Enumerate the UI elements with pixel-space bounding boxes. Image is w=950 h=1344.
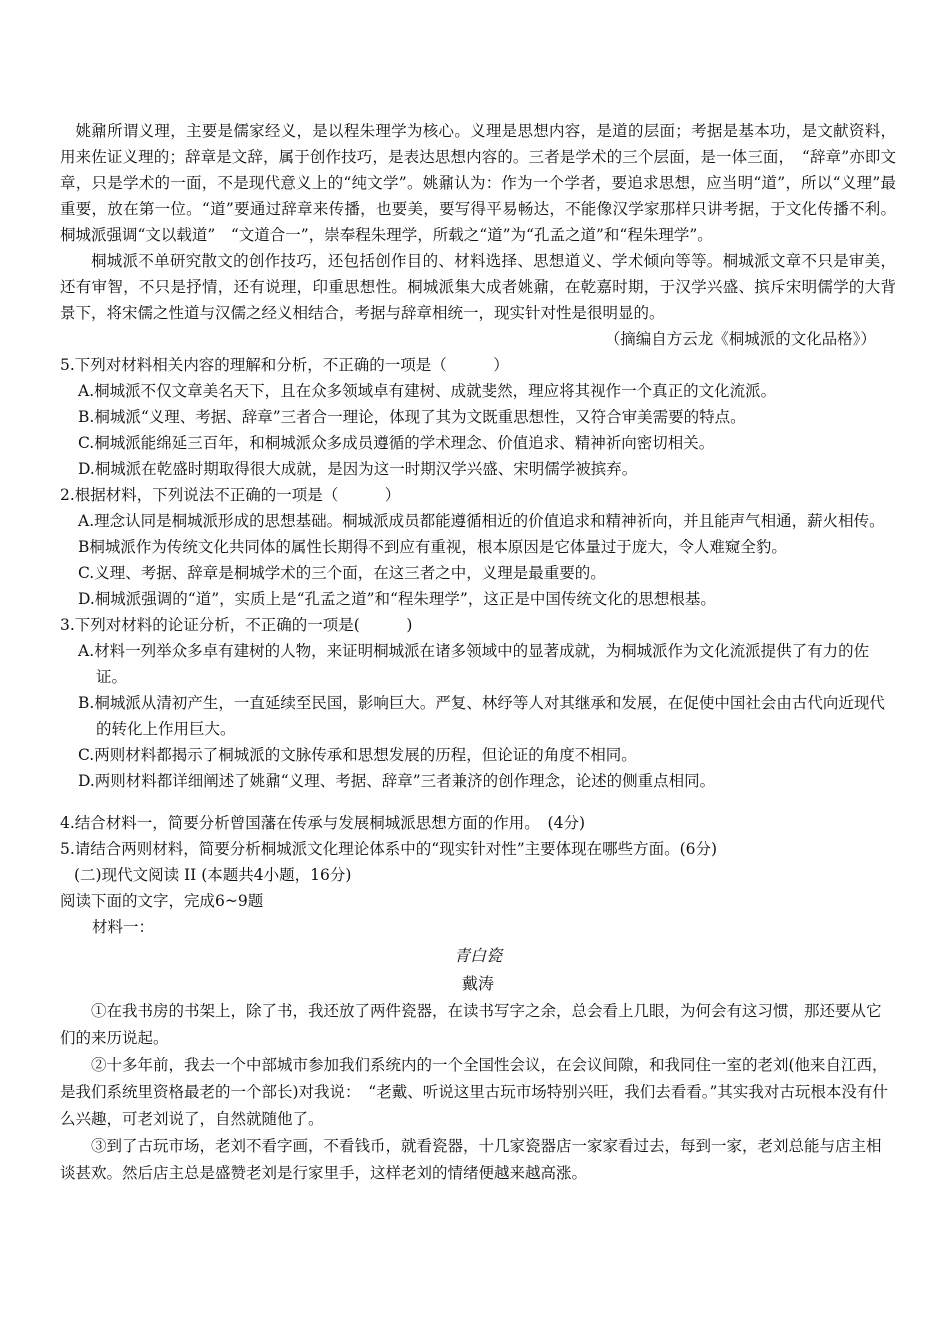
- question-block: [60, 482, 896, 612]
- article-paragraph: ②十多年前，我去一个中部城市参加我们系统内的一个全国性会议，在会议间隙，和我同住一室的老刘(他来自江西，是我们系统里资格最老的一个部长)对我说： “老戴、听说这里古玩市场特别兴旺，我们去看看。”其实我对古玩根本没有什么兴趣，可老刘说了，自然就随他了。: [60, 1056, 888, 1128]
- question-option: D.桐城派强调的“道”，实质上是“孔孟之道”和“程朱理学”，这正是中国传统文化的思想根基。: [78, 590, 716, 608]
- question-block: [60, 352, 896, 482]
- question-stem: 2.根据材料，下列说法不正确的一项是（ ）: [60, 486, 401, 504]
- article-paragraph: ①在我书房的书架上，除了书，我还放了两件瓷器，在读书写字之余，总会看上几眼，为何会有这习惯，那还要从它们的来历说起。: [60, 1002, 882, 1047]
- question-option: A.桐城派不仅文章美名天下，且在众多领域卓有建树、成就斐然，理应将其视作一个真正的文化流派。: [78, 382, 777, 400]
- question-option: C.桐城派能绵延三百年，和桐城派众多成员遵循的学术理念、价值追求、精神祈向密切相关。: [78, 434, 715, 452]
- article-author: 戴涛: [461, 974, 494, 993]
- passage-paragraph: 桐城派不单研究散文的创作技巧，还包括创作目的、材料选择、思想道义、学术倾向等等。桐城派文章不只是审美，还有审智，不只是抒情，还有说理，印重思想性。桐城派集大成者姚鼐，在乾嘉时期，于汉学兴盛、摈斥宋明儒学的大背景下，将宋儒之性道与汉儒之经义相结合，考据与辞章相统一，现实针对性是很明显的。: [60, 252, 896, 322]
- question-stem: 5.下列对材料相关内容的理解和分析，不正确的一项是（ ）: [60, 356, 509, 374]
- spacer: [60, 794, 896, 810]
- article-paragraph: ③到了古玩市场，老刘不看字画，不看钱币，就看瓷器，十几家瓷器店一家家看过去，每到一家，老刘总能与店主相谈甚欢。然后店主总是盛赞老刘是行家里手，这样老刘的情绪便越来越高涨。: [60, 1137, 882, 1182]
- question-option: C.义理、考据、辞章是桐城学术的三个面，在这三者之中，义理是最重要的。: [78, 564, 606, 582]
- question-option: A.材料一列举众多卓有建树的人物，来证明桐城派在诸多领域中的显著成就，为桐城派作为文化流派提供了有力的佐证。: [78, 642, 870, 686]
- material-label: 材料一：: [92, 918, 155, 936]
- short-question: 4.结合材料一，简要分析曾国藩在传承与发展桐城派思想方面的作用。 (4分): [60, 814, 585, 832]
- question-option: B.桐城派从清初产生，一直延续至民国，影响巨大。严复、林纾等人对其继承和发展，在促使中国社会由古代向近现代的转化上作用巨大。: [78, 694, 885, 738]
- question-option: A.理念认同是桐城派形成的思想基础。桐城派成员都能遵循相近的价值追求和精神祈向，并且能声气相通，薪火相传。: [78, 512, 885, 530]
- question-option: D.桐城派在乾盛时期取得很大成就，是因为这一时期汉学兴盛、宋明儒学被摈弃。: [78, 460, 638, 478]
- section-heading: (二)现代文阅读 II (本题共4小题，16分): [74, 866, 352, 884]
- article-title: 青白瓷: [453, 946, 502, 965]
- question-option: B.桐城派“义理、考据、辞章”三者合一理论，体现了其为文既重思想性，又符合审美需要的特点。: [78, 408, 746, 426]
- question-option: D.两则材料都详细阐述了姚鼐“义理、考据、辞章”三者兼济的创作理念，论述的侧重点相同。: [78, 772, 716, 790]
- short-question: 5.请结合两则材料，简要分析桐城派文化理论体系中的“现实针对性”主要体现在哪些方面。(6分): [60, 840, 718, 858]
- question-block: [60, 612, 896, 794]
- question-stem: 3.下列对材料的论证分析，不正确的一项是( ): [60, 616, 413, 634]
- passage-paragraph: 姚鼐所谓义理，主要是儒家经义，是以程朱理学为核心。义理是思想内容，是道的层面；考据是基本功，是文献资料，用来佐证义理的；辞章是文辞，属于创作技巧，是表达思想内容的。三者是学术的三个层面，是一体三面， “辞章”亦即文章，只是学术的一面，不是现代意义上的“纯文学”。姚鼐认为：作为一个学者，要追求思想，应当明“道”，所以“义理”最重要，放在第一位。“道”要通过辞章来传播，也要美，要写得平易畅达，不能像汉学家那样只讲考据，于文化传播不利。桐城派强调“文以载道” “文道合一”，崇奉程朱理学，所载之“道”为“孔孟之道”和“程朱理学”。: [60, 122, 896, 244]
- exam-page: [60, 118, 896, 1187]
- question-option: B桐城派作为传统文化共同体的属性长期得不到应有重视，根本原因是它体量过于庞大，令人难窥全豹。: [78, 538, 787, 556]
- section-instruction: 阅读下面的文字，完成6~9题: [60, 892, 264, 910]
- passage-source: （摘编自方云龙《桐城派的文化品格》）: [604, 330, 876, 348]
- question-option: C.两则材料都揭示了桐城派的文脉传承和思想发展的历程，但论证的角度不相同。: [78, 746, 637, 764]
